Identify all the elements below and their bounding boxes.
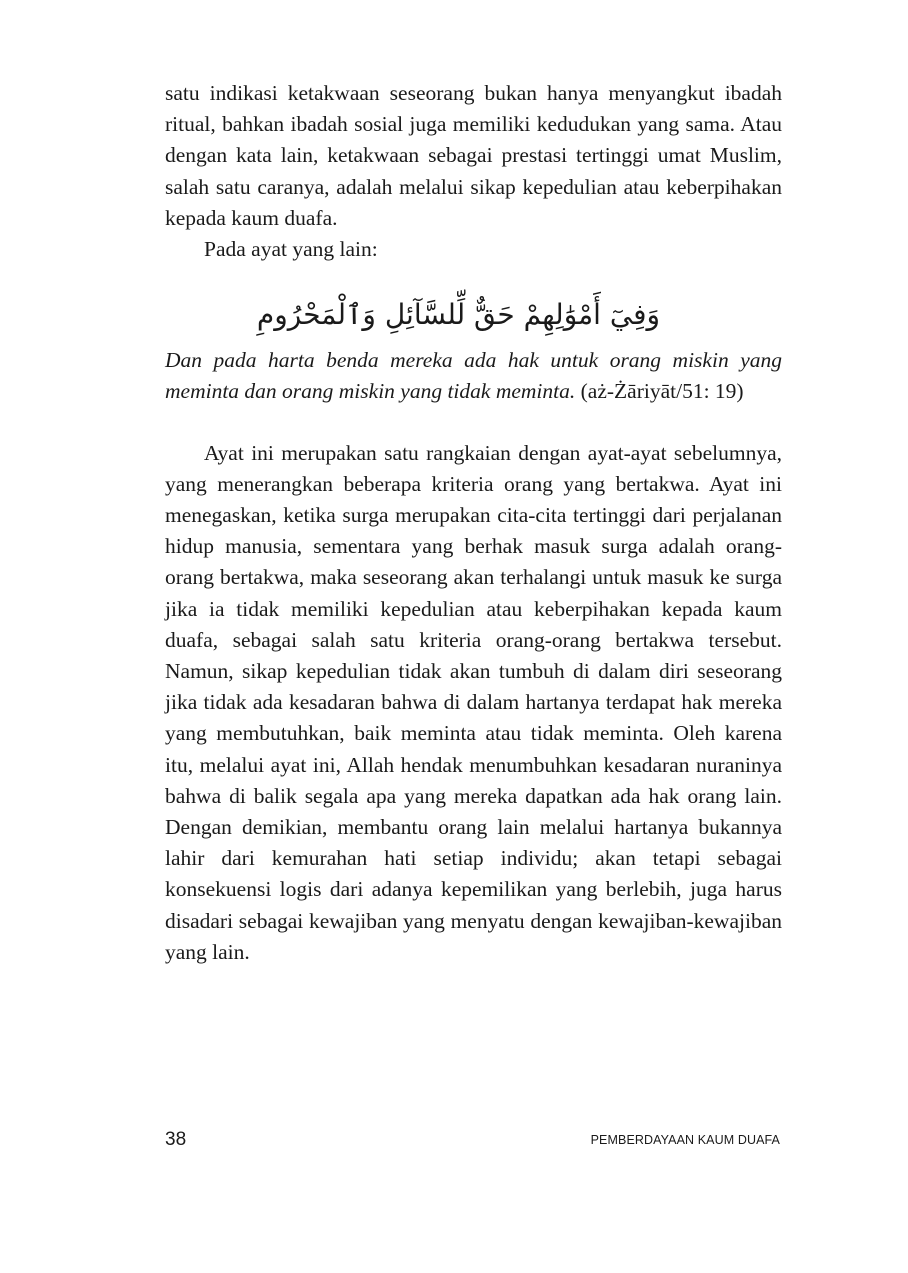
page-number: 38 xyxy=(165,1129,187,1150)
body-paragraph: satu indikasi ketakwaan seseorang bukan hanya menyangkut ibadah ritual, bahkan ibadah sosial juga memiliki kedudukan yang sama. Atau dengan kata lain, ketakwaan sebagai prestasi tertinggi umat Muslim, salah satu caranya, adalah melalui sikap kepedulian atau keberpihakan kepada kaum duafa. xyxy=(165,81,782,230)
running-title: PEMBERDAYAAN KAUM DUAFA xyxy=(590,1133,780,1147)
verse-translation xyxy=(165,345,782,407)
translation-text: Dan pada harta benda mereka ada hak untuk orang miskin yang meminta dan orang miskin yang tidak meminta. xyxy=(165,348,782,404)
spacer xyxy=(165,408,782,438)
arabic-verse: وَفِيٓ أَمْوَٰلِهِمْ حَقٌّ لِّلسَّآئِلِ وَٱلْمَحْرُومِ xyxy=(256,298,661,332)
body-paragraph: Ayat ini merupakan satu rangkaian dengan ayat-ayat sebelumnya, yang menerangkan beberapa kriteria orang yang bertakwa. Ayat ini menegaskan, ketika surga merupakan cita-cita tertinggi dari perjalanan hidup manusia, sementara yang berhak masuk surga adalah orang-orang bertakwa, maka seseorang akan terhalangi untuk masuk ke surga jika ia tidak memiliki kepedulian atau keberpihakan kepada kaum duafa, sebagai salah satu kriteria orang-orang bertakwa tersebut. Namun, sikap kepedulian tidak akan tumbuh di dalam diri seseorang jika tidak ada kesadaran bahwa di dalam hartanya terdapat hak mereka yang membutuhkan, baik meminta atau tidak meminta. Oleh karena itu, melalui ayat ini, Allah hendak menumbuhkan kesadaran nuraninya bahwa di balik segala apa yang mereka dapatkan ada hak orang lain. Dengan demikian, membantu orang lain melalui hartanya bukannya lahir dari kemurahan hati setiap individu; akan tetapi sebagai konsekuensi logis dari adanya kepemilikan yang berlebih, juga harus disadari sebagai kewajiban yang menyatu dengan kewajiban-kewajiban yang lain. xyxy=(165,440,782,964)
verse-reference: (aż-Żāriyāt/51: 19) xyxy=(580,379,744,404)
page-content xyxy=(165,78,782,968)
page-footer xyxy=(165,1128,782,1152)
intro-line: Pada ayat yang lain: xyxy=(204,237,378,262)
